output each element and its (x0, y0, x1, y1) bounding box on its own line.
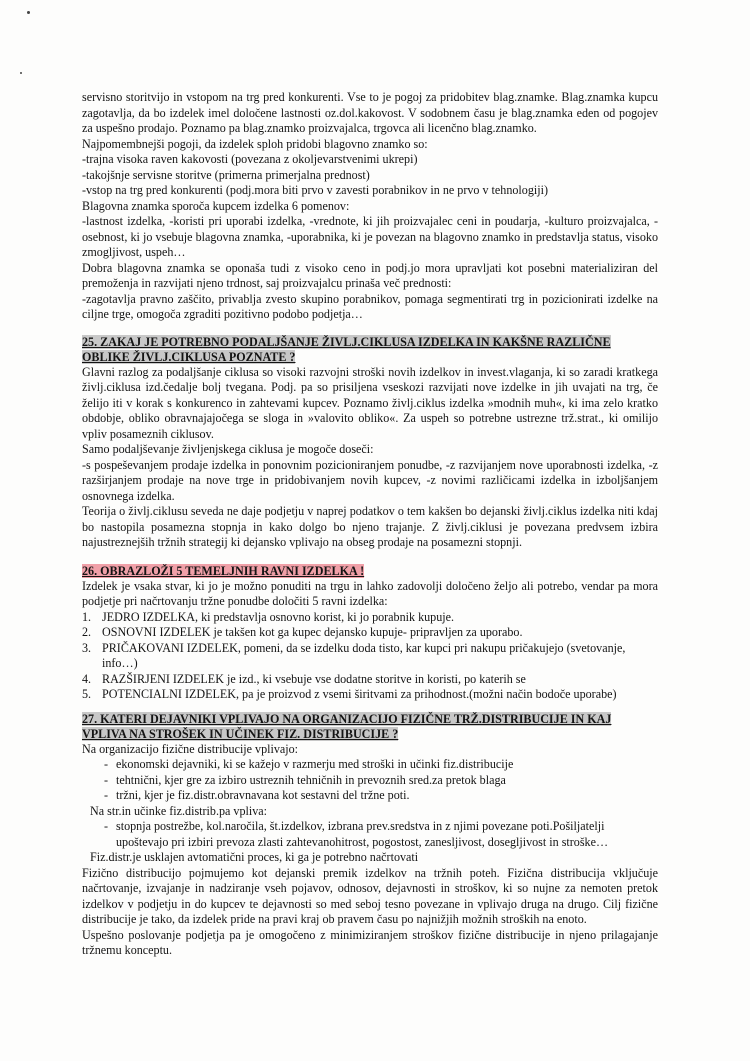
list-text: tržni, kjer je fiz.distr.obravnavana kot sestavni del tržne poti. (116, 788, 410, 802)
intro-paragraph: Najpomembnejši pogoji, da izdelek sploh pridobi blagovno znamko so: (82, 136, 428, 151)
list-number: 3. (82, 640, 92, 655)
intro-line: -vstop na trg pred konkurenti (podj.mora biti prvo v zavesti porabnikov in ne prvo v tehnologiji) (82, 183, 548, 197)
q27-paragraph: Na str.in učinke fiz.distrib.pa vpliva: (90, 803, 268, 818)
levels-list (82, 610, 658, 703)
list-item (82, 788, 658, 804)
dash-bullet: - (104, 757, 109, 771)
section-heading-26 (82, 564, 658, 579)
dash-bullet: - (104, 772, 109, 787)
dash-bullet: - (104, 788, 109, 802)
list-text: OSNOVNI IZDELEK je takšen kot ga kupec dejansko kupuje- pripravljen za uporabo. (102, 625, 523, 639)
list-item (82, 757, 658, 773)
section-heading-27 (82, 712, 658, 742)
list-item (82, 773, 658, 789)
list-item (82, 819, 658, 850)
factors-list (82, 757, 658, 804)
intro-paragraph: -lastnost izdelka, -koristi pri uporabi izdelka, -vrednote, ki jih proizvajalec ceni in poudarja, -kulturo proizvajalca, -osebnost, ki jo vsebuje blagovna znamka, -uporabnika, ki je povezan na blagovno znamko in predstavlja status, visoko zmogljivost, uspeh… (82, 214, 658, 259)
heading-26-text: 26. OBRAZLOŽI 5 TEMELJNIH RAVNI IZDELKA ! (82, 563, 365, 578)
list-text: PRIČAKOVANI IZDELEK, pomeni, da se izdelku doda tisto, kar kupci pri nakupu pričakujejo (svetovanje, info…) (102, 640, 626, 670)
list-item (82, 610, 658, 626)
list-number: 2. (82, 625, 92, 639)
q27-paragraph: Fiz.distr.je usklajen avtomatični proces, ki ga je potrebno načrtovati (90, 850, 419, 864)
list-text: ekonomski dejavniki, ki se kažejo v razmerju med stroški in učinki fiz.distribucije (116, 757, 514, 771)
q26-paragraph: Izdelek je vsaka stvar, ki jo je možno ponuditi na trgu in lahko zadovolji določeno željo ali potrebo, vendar pa mora podjetje pri načrtovanju tržne ponudbe določiti 5 ravni izdelka: (82, 578, 658, 608)
list-item (82, 641, 658, 672)
intro-paragraph: -zagotavlja pravno zaščito, privablja zvesto skupino porabnikov, pomaga segmentirati trg in pozicionirati izdelke na ciljne trge, omogoča zgraditi pozitivno podobo podjetja… (82, 291, 658, 321)
section-heading-25 (82, 335, 658, 365)
intro-line: -takojšnje servisne storitve (primerna primerjalna prednost) (82, 167, 370, 182)
q27-paragraph: Fizično distribucijo pojmujemo kot dejanski premik izdelkov na tržnih poteh. Fizična distribucija vključuje načrtovanje, izvajanje in nadziranje vseh pojavov, odnosov, dejavnosti in stroškov, ki so nujne za nemoten pretok izdelkov v podjetju in do kupcev te dejavnosti so med seboj tesno povezane in vplivajo druga na drugo. Cilj fizične distribucije je tako, da izdelek pride na pravi kraj ob pravem času po najnižjih možnih stroških na enoto. (82, 865, 658, 926)
q27-paragraph: Na organizacijo fizične distribucije vplivajo: (82, 741, 299, 756)
heading-25-text: 25. ZAKAJ JE POTREBNO PODALJŠANJE ŽIVLJ.CIKLUSA IZDELKA IN KAKŠNE RAZLIČNE OBLIKE ŽIVLJ.CIKLUSA POZNATE ? (82, 334, 611, 364)
q25-paragraph: Teorija o življ.ciklusu seveda ne daje podjetju v naprej podatkov o tem kakšen bo dejanski življ.ciklus izdelka niti kdaj bo nastopila posamezna stopnja in kako dolgo bo njeno trajanje. Z življ.ciklusi je povezana predvsem izbira najustreznejših tržnih strategij ki dejansko vplivajo na obseg prodaje na posamezni stopnji. (82, 504, 658, 549)
list-item (82, 625, 658, 641)
list-item (82, 687, 658, 703)
list-item (82, 672, 658, 688)
q25-paragraph: Samo podaljševanje življenjskega ciklusa je mogoče doseči: (82, 442, 374, 456)
cost-factors-list (82, 819, 658, 850)
list-text: JEDRO IZDELKA, ki predstavlja osnovno korist, ki jo porabnik kupuje. (102, 609, 455, 624)
dash-bullet: - (104, 819, 109, 833)
heading-27-text: 27. KATERI DEJAVNIKI VPLIVAJO NA ORGANIZACIJO FIZIČNE TRŽ.DISTRIBUCIJE IN KAJ VPLIVA NA STROŠEK IN UČINEK FIZ. DISTRIBUCIJE ? (82, 711, 612, 741)
list-number: 5. (82, 687, 92, 701)
intro-paragraph: servisno storitvijo in vstopom na trg pred konkurenti. Vse to je pogoj za pridobitev blag.znamke. Blag.znamka kupcu zagotavlja, da bo izdelek imel določene lastnosti oz.dol.kakovost. V sodobnem času je blag.znamka eden od pogojev za uspešno prodajo. Poznamo pa blag.znamko proizvajalca, trgovca ali licenčno blag.znamko. (82, 90, 658, 135)
document-body (82, 90, 658, 959)
intro-paragraph: Dobra blagovna znamka se oponaša tudi z visoko ceno in podj.jo mora upravljati kot posebni materializiran del premoženja in razvijati njeno trdnost, saj proizvajalcu prinaša več prednosti: (82, 260, 658, 290)
intro-line: -trajna visoka raven kakovosti (povezana z okoljevarstvenimi ukrepi) (82, 152, 418, 166)
intro-paragraph: Blagovna znamka sporoča kupcem izdelka 6 pomenov: (82, 198, 350, 213)
q27-paragraph: Uspešno poslovanje podjetja pa je omogočeno z minimiziranjem stroškov fizične distribucije in njeno prilagajanje tržnemu konceptu. (82, 927, 658, 957)
list-text: RAZŠIRJENI IZDELEK je izd., ki vsebuje vse dodatne storitve in koristi, po katerih se (102, 671, 526, 686)
scan-speck (27, 11, 30, 14)
list-text: POTENCIALNI IZDELEK, pa je proizvod z vsemi širitvami za prihodnost.(možni način bodoče uporabe) (102, 687, 617, 701)
list-text: stopnja postrežbe, kol.naročila, št.izdelkov, izbrana prev.sredstva in z njimi povezane poti.Pošiljatelji upoštevajo pri izbiri prevoza zlasti zahtevanohitrost, pogostost, zanesljivost, dosegljivost in stroške… (116, 819, 609, 849)
list-number: 1. (82, 609, 92, 624)
scan-speck (20, 72, 22, 74)
q25-paragraph: -s pospeševanjem prodaje izdelka in ponovnim pozicioniranjem ponudbe, -z razvijanjem nove uporabnosti izdelka, -z razširjanjem prodaje na nove trge in pridobivanjem novih kupcev, -z novimi različicami izdelka in izboljšanjem osnovnega izdelka. (82, 457, 658, 503)
list-number: 4. (82, 671, 92, 686)
list-text: tehtnični, kjer gre za izbiro ustreznih tehničnih in prevoznih sred.za pretok blaga (116, 772, 506, 787)
q25-paragraph: Glavni razlog za podaljšanje ciklusa so visoki razvojni stroški novih izdelkov in invest.vlaganja, ki so zaradi kratkega življ.ciklusa izd.čedalje bolj tvegana. Podj. pa so prisiljena vseskozi razvijati nove izdelke in jih uvajati na trg, če želijo iti v korak s konkurenco in zahtevami kupcev. Poznamo življ.ciklus izdelka »modnih muh«, ki ima zelo kratko obdobje, obliko obravnajajočega se sloga in »valovito obliko«. Za uspeh so potrebne ustrezne trž.strat., ki omilijo vpliv posameznih ciklusov. (82, 364, 658, 441)
